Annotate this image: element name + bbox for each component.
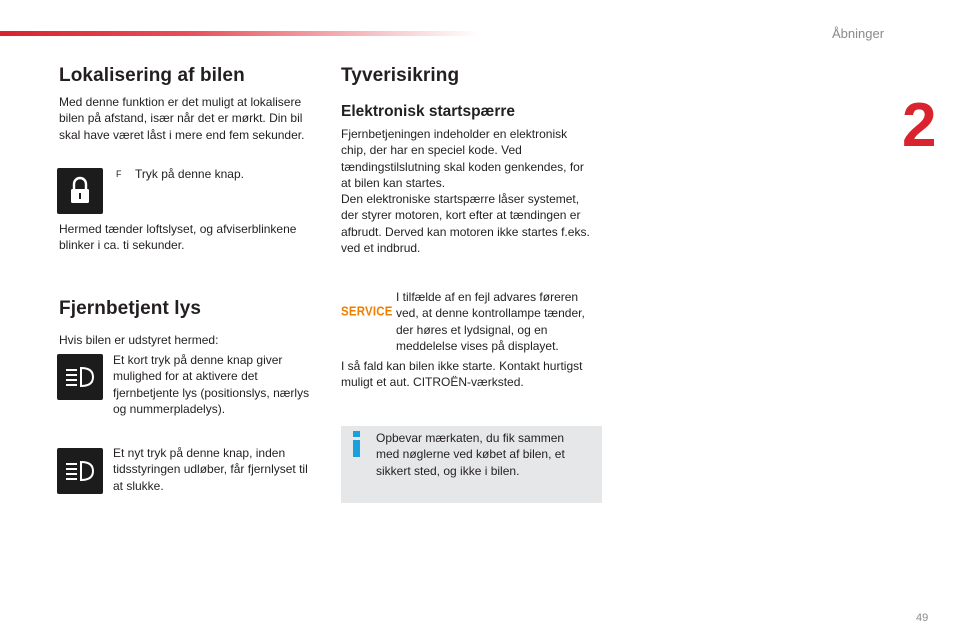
chapter-title: Åbninger [832,26,885,41]
section-title-antitheft: Tyverisikring [341,65,460,86]
info-icon [352,431,362,457]
page-number: 49 [916,612,929,624]
locate-result: Hermed tænder loftslyset, og afviserblinkene blinker i ca. ti sekunder. [59,222,297,253]
step-bullet: F [116,169,122,179]
locate-step: Tryk på denne knap. [135,167,244,181]
section-title-lights: Fjernbetjent lys [59,298,202,319]
subsection-title-immobiliser: Elektronisk startspærre [341,103,516,120]
chapter-number: 2 [902,91,937,160]
service-warning-icon: SERVICE [341,305,393,319]
headlight-icon [57,448,103,494]
lock-icon [57,168,103,214]
headlight-icon [57,354,103,400]
header-accent-bar [0,31,480,36]
immobiliser-body: Fjernbetjeningen indeholder en elektronisk chip, der har en speciel kode. Ved tændingstilslutning skal koden genkendes, for at bilen kan startes. Den elektroniske startspærre låser systemet, der styrer motoren, kort efter at tændingen er afbrudt. Derved kan motoren ikke startes f.eks. ved et indbrud. [341,127,590,256]
locate-intro: Med denne funktion er det muligt at lokalisere bilen på afstand, især når det er mørkt. Din bil skal have været låst i mere end fem sekunder. [59,95,305,142]
service-text: I tilfælde af en fejl advares føreren ved, at denne kontrollampe tænder, der høres et lydsignal, og en meddelelse vises på displayet. [396,290,585,353]
lights-step2: Et nyt tryk på denne knap, inden tidsstyringen udløber, får fjernlyset til at slukke. [113,446,308,493]
lights-step1: Et kort tryk på denne knap giver mulighed for at aktivere det fjernbetjente lys (positionslys, nærlys og nummerpladelys). [113,353,310,416]
lights-intro: Hvis bilen er udstyret hermed: [59,333,219,347]
info-text: Opbevar mærkaten, du fik sammen med nøglerne ved købet af bilen, et sikkert sted, og ikke i bilen. [376,431,565,478]
section-title-locate: Lokalisering af bilen [59,65,245,86]
fallback-text: I så fald kan bilen ikke starte. Kontakt hurtigst muligt et aut. CITROËN-værksted. [341,359,583,390]
